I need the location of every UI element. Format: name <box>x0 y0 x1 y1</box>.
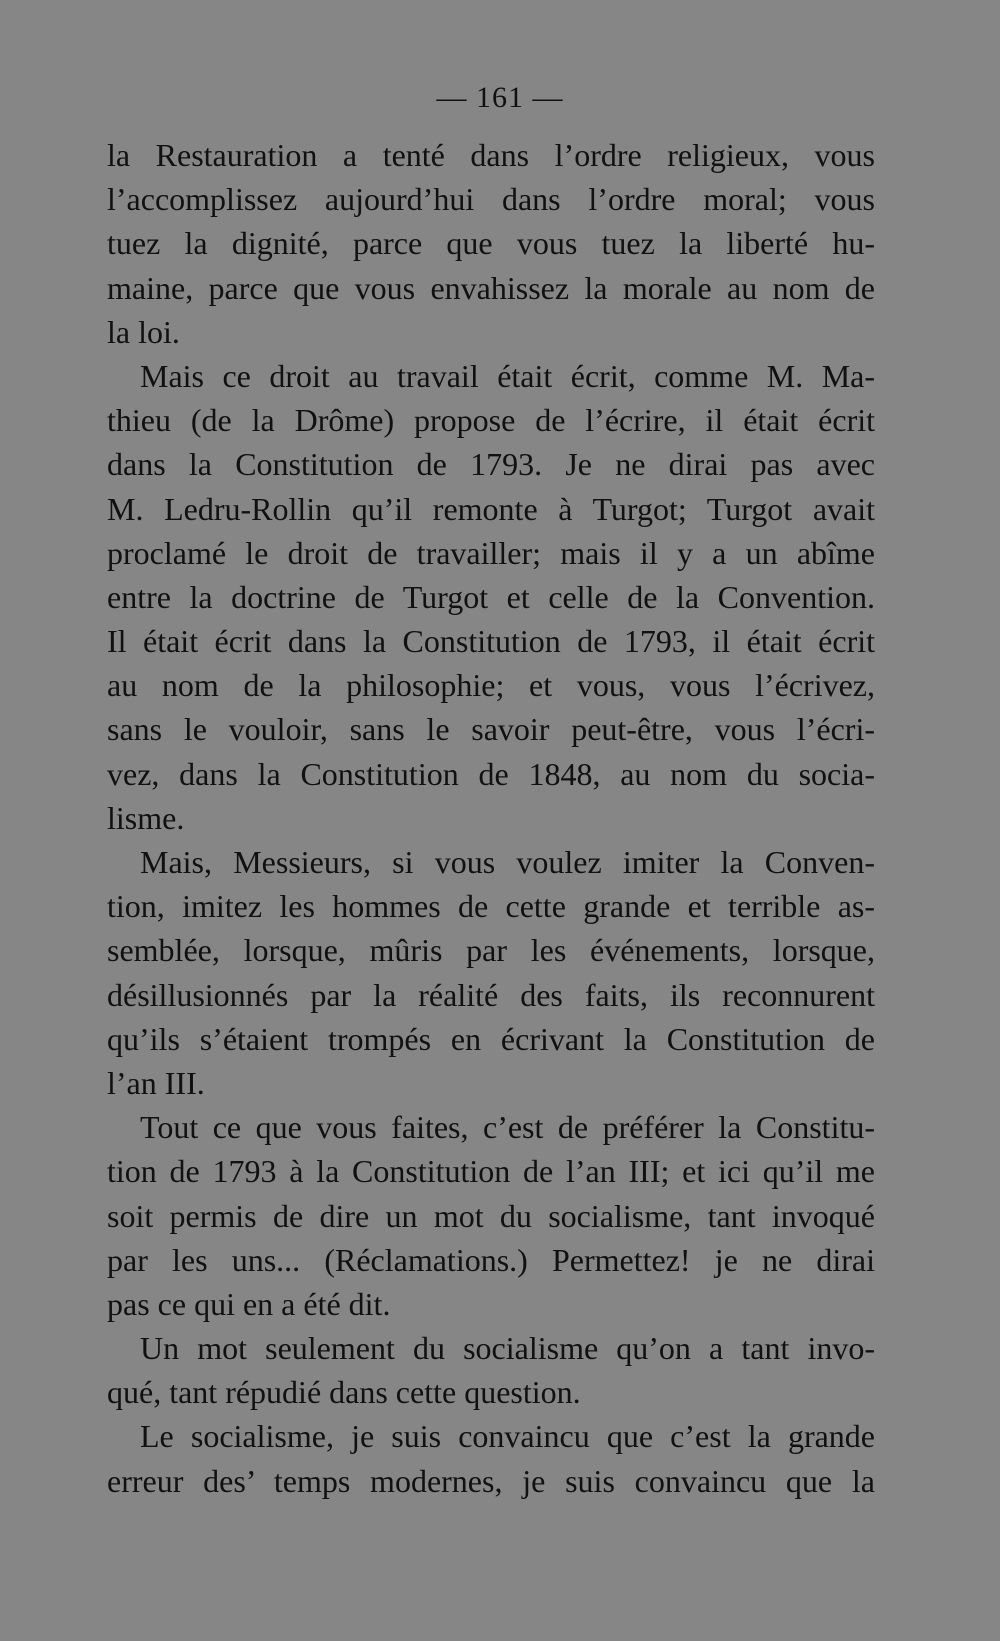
text-line: par les uns... (Réclamations.) Permettez! je ne dirai <box>107 1241 875 1278</box>
text-line: la loi. <box>107 313 180 350</box>
text-line: maine, parce que vous envahissez la morale au nom de <box>107 269 875 306</box>
text-line: qué, tant répudié dans cette question. <box>107 1374 581 1411</box>
text-line: lisme. <box>107 799 185 836</box>
text-line: sans le vouloir, sans le savoir peut-être, vous l’écri- <box>107 711 875 748</box>
text-line: pas ce qui en a été dit. <box>107 1285 391 1322</box>
text-line: qu’ils s’étaient trompés en écrivant la Constitution de <box>107 1020 875 1057</box>
text-line: vez, dans la Constitution de 1848, au nom du socia- <box>107 755 875 792</box>
text-line: désillusionnés par la réalité des faits, ils reconnurent <box>107 976 875 1013</box>
text-line: erreur des’ temps modernes, je suis convaincu que la <box>107 1462 875 1499</box>
page-number: — 161 — <box>436 81 564 114</box>
text-line: entre la doctrine de Turgot et celle de la Convention. <box>107 578 875 615</box>
text-line: M. Ledru-Rollin qu’il remonte à Turgot; Turgot avait <box>107 490 875 527</box>
text-line: Il était écrit dans la Constitution de 1793, il était écrit <box>107 623 875 660</box>
text-line: Tout ce que vous faites, c’est de préférer la Constitu- <box>140 1109 875 1146</box>
text-line: soit permis de dire un mot du socialisme, tant invoqué <box>107 1197 875 1234</box>
text-line: tion, imitez les hommes de cette grande et terrible as- <box>107 888 875 925</box>
text-line: l’an III. <box>107 1064 205 1101</box>
text-line: l’accomplissez aujourd’hui dans l’ordre moral; vous <box>107 181 875 218</box>
text-line: proclamé le droit de travailler; mais il y a un abîme <box>107 534 875 571</box>
text-line: au nom de la philosophie; et vous, vous l’écrivez, <box>107 667 875 704</box>
text-line: thieu (de la Drôme) propose de l’écrire, il était écrit <box>107 402 875 439</box>
text-line: tion de 1793 à la Constitution de l’an III; et ici qu’il me <box>107 1153 875 1190</box>
text-line: tuez la dignité, parce que vous tuez la liberté hu- <box>107 225 875 262</box>
body-text <box>107 133 875 1503</box>
text-line: Le socialisme, je suis convaincu que c’est la grande <box>140 1418 875 1455</box>
text-line: Mais ce droit au travail était écrit, comme M. Ma- <box>140 357 875 394</box>
text-line: dans la Constitution de 1793. Je ne dirai pas avec <box>107 446 875 483</box>
text-line: la Restauration a tenté dans l’ordre religieux, vous <box>107 137 875 173</box>
text-line: Mais, Messieurs, si vous voulez imiter la Conven- <box>140 844 875 880</box>
text-line: semblée, lorsque, mûris par les événements, lorsque, <box>107 932 875 969</box>
text-line: Un mot seulement du socialisme qu’on a tant invo- <box>140 1330 875 1367</box>
